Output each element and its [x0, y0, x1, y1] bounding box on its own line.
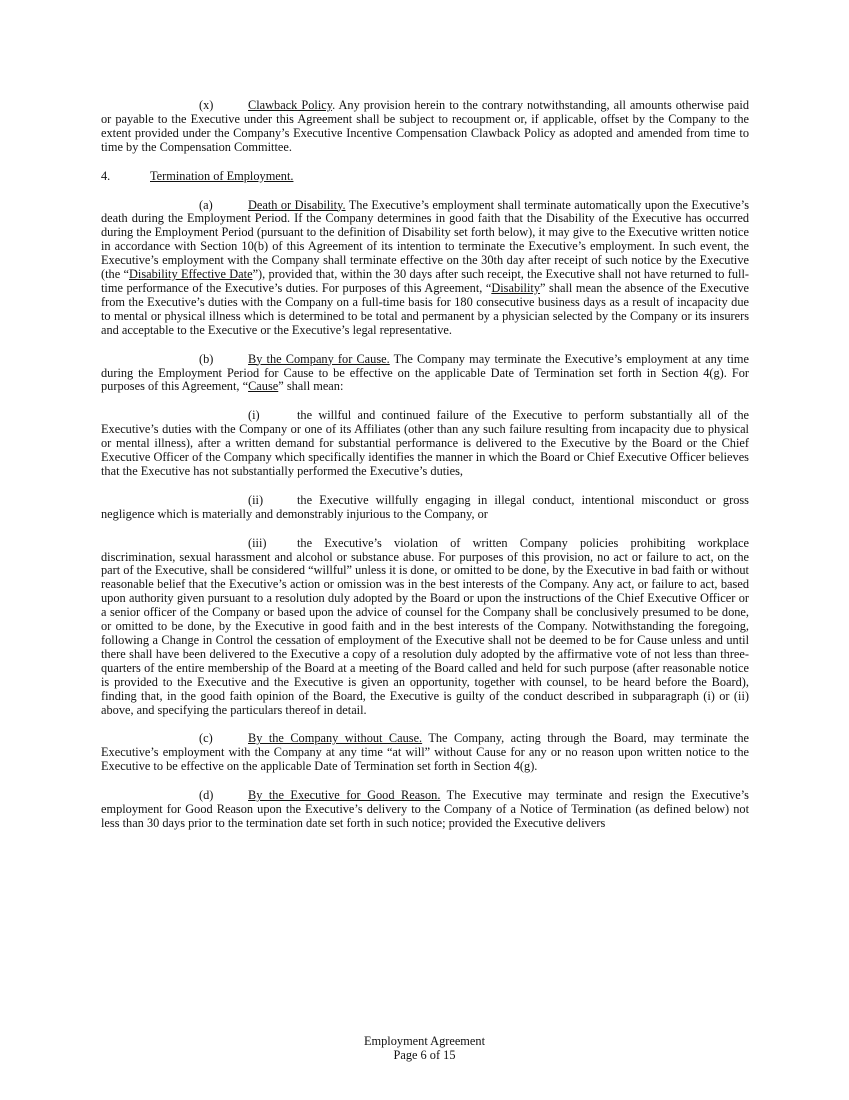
section-x-paragraph [101, 99, 749, 155]
section-4c-text: The Company, acting through the Board, may terminate the Executive’s employment with the Company at any time “at will” without Cause for any or no reason upon written notice to the Executive to be effective on the applicable Date of Termination set forth in Section 4(g). [101, 731, 749, 774]
section-4b-ii-paragraph [101, 494, 749, 522]
section-4b-i-paragraph [101, 409, 749, 479]
section-x-label: (x) [199, 98, 214, 112]
section-4-heading [101, 170, 749, 184]
section-4c-title: By the Company without Cause. [248, 731, 423, 746]
section-x-text: . Any provision herein to the contrary notwithstanding, all amounts otherwise paid or payable to the Executive under this Agreement shall be subject to recoupment or, if applicable, offset by the Company to the extent provided under the Company’s Executive Incentive Compensation Clawback Policy as adopted and amended from time to time by the Compensation Committee. [101, 98, 749, 154]
section-4a-text-2: ”), provided that, within the 30 days after such receipt, the Executive shall not have returned to full-time performance of the Executive’s duties. For purposes of this Agreement, “ [101, 267, 749, 295]
section-4-title: Termination of Employment. [150, 168, 294, 183]
section-4b-i-label: (i) [248, 408, 260, 423]
document-body [101, 99, 749, 831]
footer-document-title: Employment Agreement [363, 1034, 485, 1048]
section-4b-label: (b) [199, 351, 214, 366]
section-4b-ii-label: (ii) [248, 492, 264, 507]
section-4a-title: Death or Disability. [248, 197, 346, 212]
section-4b-title: By the Company for Cause. [248, 351, 390, 366]
section-4b-i-text: the willful and continued failure of the Executive to perform substantially all of the Executive’s duties with the Company or one of its Affiliates (other than any such failure resulting from incapacity due to physical or mental illness), after a written demand for substantial performance is delivered to the Executive by the Board or the Chief Executive Officer of the Company which specifically identifies the manner in which the Board or Chief Executive Officer believes that the Executive has not substantially performed the Executive’s duties, [101, 408, 749, 478]
section-4-number: 4. [101, 168, 111, 183]
section-4a-text-1: The Executive’s employment shall terminate automatically upon the Executive’s death during the Employment Period. If the Company determines in good faith that the Disability of the Executive has occurred during the Employment Period (pursuant to the definition of Disability set forth below), it may give to the Executive written notice in accordance with Section 10(b) of this Agreement of its intention to terminate the Executive’s employment. In such event, the Executive’s employment with the Company shall terminate effective on the 30th day after receipt of such notice by the Executive (the “ [101, 197, 749, 282]
section-4d-text: The Executive may terminate and resign the Executive’s employment for Good Reason upon the Executive’s delivery to the Company of a Notice of Termination (as defined below) not less than 30 days prior to the termination date set forth in such notice; provided the Executive delivers [101, 788, 749, 830]
section-4b-text-2: ” shall mean: [278, 379, 344, 394]
section-4c-label: (c) [199, 731, 213, 746]
section-4b-ii-text: the Executive willfully engaging in illegal conduct, intentional misconduct or gross negligence which is materially and demonstrably injurious to the Company, or [101, 492, 749, 521]
footer-page-number: Page 6 of 15 [393, 1048, 456, 1062]
section-x-title: Clawback Policy [248, 98, 333, 112]
section-4a-paragraph [101, 199, 749, 338]
section-4d-title: By the Executive for Good Reason. [248, 788, 441, 803]
section-4a-term-2: Disability [491, 280, 541, 295]
section-4a-term-1: Disability Effective Date [128, 267, 253, 282]
section-4b-iii-paragraph [101, 537, 749, 718]
section-4d-label: (d) [199, 788, 214, 803]
section-4b-text-1: The Company may terminate the Executive’s employment at any time during the Employment Period for Cause to be effective on the applicable Date of Termination set forth in Section 4(g). For purposes of this Agreement, “ [101, 351, 749, 394]
section-4c-paragraph [101, 732, 749, 774]
section-4b-iii-text: the Executive’s violation of written Company policies prohibiting workplace discrimination, sexual harassment and alcohol or substance abuse. For purposes of this provision, no act or failure to act, on the part of the Executive, shall be considered “willful” unless it is done, or omitted to be done, by the Executive in bad faith or without reasonable belief that the Executive’s action or omission was in the best interests of the Company. Any act, or failure to act, based upon authority given pursuant to a resolution duly adopted by the Board or upon the instructions of the Chief Executive Officer or a senior officer of the Company or based upon the advice of counsel for the Company shall be conclusively presumed to be done, or omitted to be done, by the Executive in good faith and in the best interests of the Company. Notwithstanding the foregoing, following a Change in Control the cessation of employment of the Executive shall not be deemed to be for Cause unless and until there shall have been delivered to the Executive a copy of a resolution duly adopted by the affirmative vote of not less than three-quarters of the entire membership of the Board at a meeting of the Board called and held for such purpose (after reasonable notice is provided to the Executive and the Executive is given an opportunity, together with counsel, to be heard before the Board), finding that, in the good faith opinion of the Board, the Executive is guilty of the conduct described in subparagraph (i) or (ii) above, and specifying the particulars thereof in detail. [101, 535, 749, 717]
page-footer [0, 1034, 849, 1062]
section-4b-term: Cause [248, 379, 279, 394]
section-4a-label: (a) [199, 197, 213, 212]
section-4b-iii-label: (iii) [248, 535, 267, 550]
section-4a-text-3: ” shall mean the absence of the Executive from the Executive’s duties with the Company on a full-time basis for 180 consecutive business days as a result of incapacity due to mental or physical illness which is determined to be total and permanent by a physician selected by the Company or its insurers and acceptable to the Executive or the Executive’s legal representative. [101, 280, 749, 337]
section-4b-paragraph [101, 353, 749, 395]
section-4d-paragraph [101, 789, 749, 831]
